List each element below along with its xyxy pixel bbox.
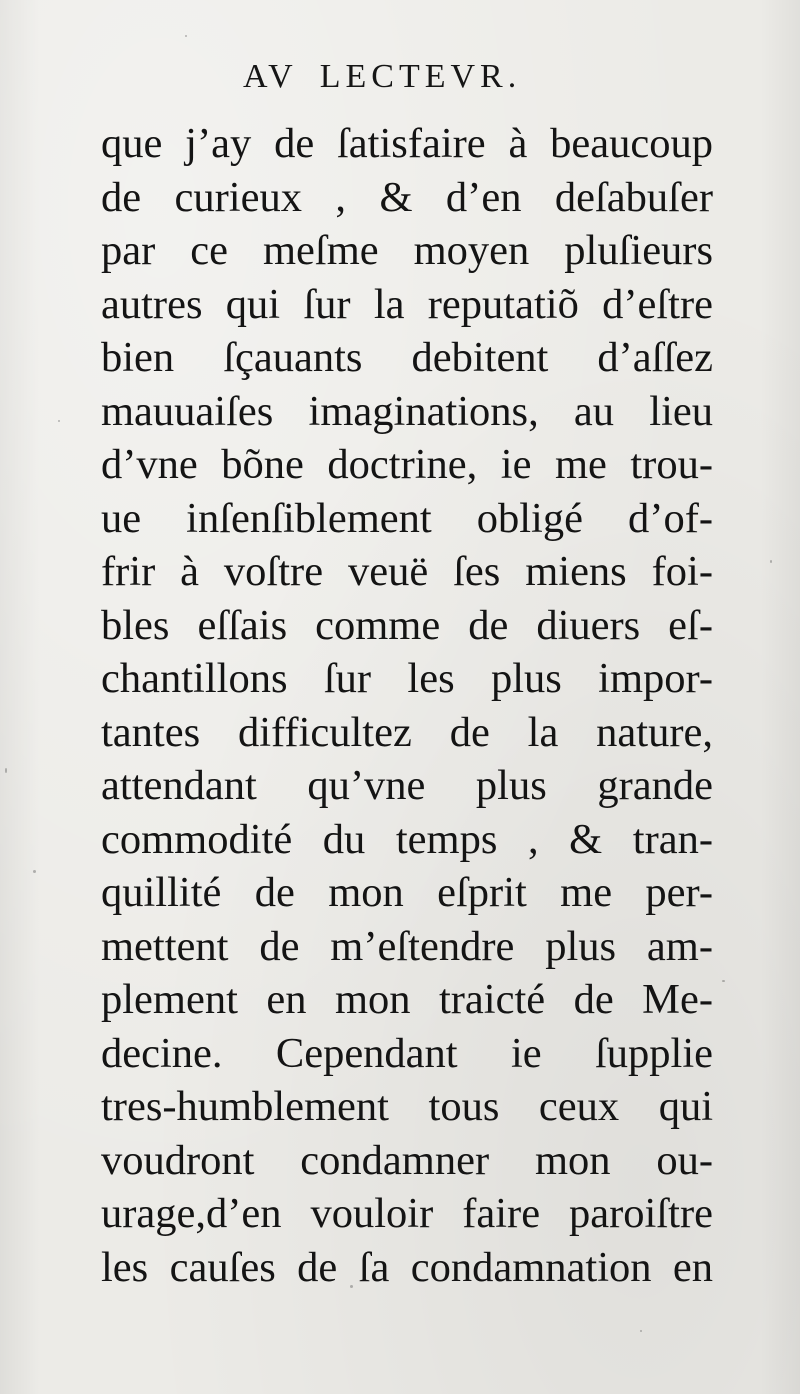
text-line: attendant qu’vne plus grande <box>101 762 713 809</box>
body-text <box>101 117 713 1294</box>
paper-speck <box>640 1330 642 1332</box>
paper-speck <box>350 1285 353 1288</box>
text-line: voudront condamner mon ou- <box>101 1136 713 1184</box>
paper-speck <box>5 768 7 773</box>
text-line: de curieux , & d’en deſabuſer <box>101 173 713 221</box>
text-line: d’vne bõne doctrine, ie me trou- <box>101 441 713 488</box>
text-line: ue inſenſiblement obligé d’of- <box>101 494 713 542</box>
text-line: les cauſes de ſa condamnation en <box>101 1243 713 1291</box>
text-line: par ce meſme moyen pluſieurs <box>101 227 713 274</box>
text-line: urage,d’en vouloir faire paroiſtre <box>101 1190 713 1237</box>
text-line: bien ſçauants debitent d’aſſez <box>101 334 713 381</box>
paper-speck <box>185 35 187 37</box>
text-line: plement en mon traicté de Me- <box>101 976 713 1023</box>
text-line: autres qui ſur la reputatiõ d’eſtre <box>101 280 713 328</box>
running-head <box>243 58 603 104</box>
paper-speck <box>770 560 772 563</box>
text-line: chantillons ſur les plus impor- <box>101 655 713 702</box>
text-line: mauuaiſes imaginations, au lieu <box>101 387 713 435</box>
paper-speck <box>58 420 60 422</box>
running-head-word-2: LECTEVR. <box>319 58 522 95</box>
text-line: bles eſſais comme de diuers eſ- <box>101 601 713 649</box>
text-line: tantes difficultez de la nature, <box>101 708 713 756</box>
paper-speck <box>722 980 725 982</box>
text-line: frir à voſtre veuë ſes miens foi- <box>101 548 713 595</box>
text-line: que j’ay de ſatisfaire à beaucoup <box>101 120 713 167</box>
running-head-word-1: AV <box>243 58 298 95</box>
paper-speck <box>33 870 36 873</box>
text-line: decine. Cependant ie ſupplie <box>101 1029 713 1077</box>
text-line: commodité du temps , & tran- <box>101 815 713 863</box>
text-line: mettent de m’eſtendre plus am- <box>101 922 713 970</box>
text-line: quillité de mon eſprit me per- <box>101 869 713 916</box>
text-line: tres-humblement tous ceux qui <box>101 1083 713 1130</box>
